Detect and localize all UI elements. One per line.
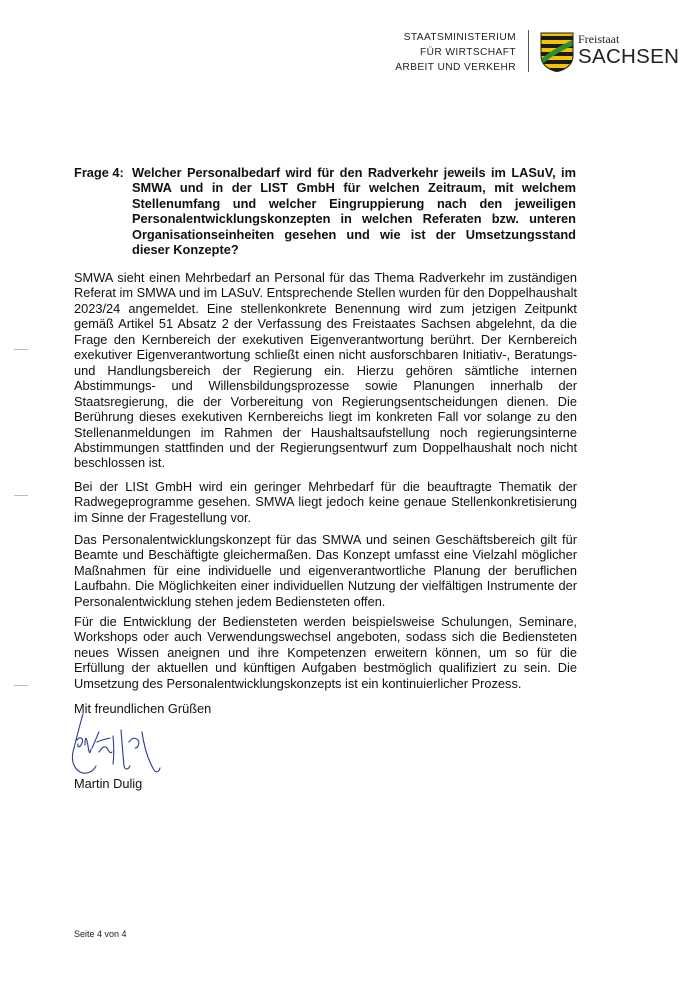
answer-paragraph-2: Bei der LISt GmbH wird ein geringer Mehrbedarf für die beauftragte Thematik der Radwegeprogramme gesehen. SMWA liegt jedoch keine genaue Stellenkonkretisierung im Sinne der Fragestellung vor. [74, 479, 577, 525]
ministry-name [380, 30, 516, 75]
answer-paragraph-1: SMWA sieht einen Mehrbedarf an Personal für das Thema Radverkehr im zuständigen Referat im SMWA und im LASuV. Entsprechende Stellen wurden für den Doppelhaushalt 2023/24 angemeldet. Eine stellenkonkrete Benennung wird zum jetzigen Zeitpunkt gemäß Artikel 51 Absatz 2 der Verfassung des Freistaates Sachsen abgelehnt, da die Frage den Kernbereich der exekutiven Eigenverantwortung berührt. Der Kernbereich exekutiver Eigenverantwortung schließt einen nicht ausforschbaren Initiativ-, Beratungs- und Handlungsbereich der Regierung ein. Hierzu gehören sämtliche internen Abstimmungs- und Willensbildungsprozesse sowie Planungen innerhalb der Staatsregierung, die der Vorbereitung von Regierungsentscheidungen dienen. Die Berührung dieses exekutiven Kernbereichs liegt im konkreten Fall vor solange zu den Stellenanmeldungen im Rahmen der Haushaltsaufstellung noch regierungsinterne Abstimmungen stattfinden und der Regierungsentwurf zum Doppelhaushalt noch nicht beschlossen ist. [74, 270, 577, 471]
handwritten-signature [66, 712, 168, 778]
ministry-line-2: FÜR WIRTSCHAFT [420, 47, 516, 58]
answer-paragraph-4: Für die Entwicklung der Bediensteten werden beispielsweise Schulungen, Seminare, Workshops oder auch Verwendungswechsel angeboten, sodass sich die Bediensteten neues Wissen aneignen und ihre Kompetenzen erweitern können, um so für die Erfüllung der aktuellen und künftigen Aufgaben bestmöglich qualifiziert zu sein. Die Umsetzung des Personalentwicklungskonzepts ist ein kontinuierlicher Prozess. [74, 614, 577, 691]
fold-mark-middle [14, 495, 28, 496]
brand-freistaat: Freistaat [578, 32, 620, 46]
brand-wordmark [578, 33, 679, 68]
question-label: Frage 4: [74, 165, 124, 180]
signer-name: Martin Dulig [74, 776, 143, 791]
ministry-line-3: ARBEIT UND VERKEHR [395, 62, 516, 73]
page-number: Seite 4 von 4 [74, 929, 127, 939]
answer-paragraph-3: Das Personalentwicklungskonzept für das SMWA und seinen Geschäftsbereich gilt für Beamte und Beschäftigte gleichermaßen. Das Konzept umfasst eine Vielzahl möglicher Maßnahmen für eine individuelle und eigenverantwortliche Planung der beruflichen Laufbahn. Die Möglichkeiten einer individuellen Nutzung der vielfältigen Instrumente der Personalentwicklung stehen jedem Bediensteten offen. [74, 532, 577, 609]
brand-sachsen: SACHSEN [578, 45, 680, 68]
question-text: Welcher Personalbedarf wird für den Radverkehr jeweils im LASuV, im SMWA und in der LIST GmbH für welchen Zeitraum, mit welchem Stellenumfang und welcher Eingruppierung nach den jeweiligen Personalentwicklungskonzepten in welchen Referaten bzw. unteren Organisationseinheiten gesehen und wie ist der Umsetzungsstand dieser Konzepte? [132, 165, 576, 258]
fold-mark-top [14, 349, 28, 350]
closing-greeting: Mit freundlichen Grüßen [74, 701, 212, 716]
fold-mark-bottom [14, 685, 28, 686]
saxony-coat-of-arms-icon [540, 32, 574, 72]
ministry-line-1: STAATSMINISTERIUM [403, 32, 516, 43]
header-divider [528, 30, 529, 72]
